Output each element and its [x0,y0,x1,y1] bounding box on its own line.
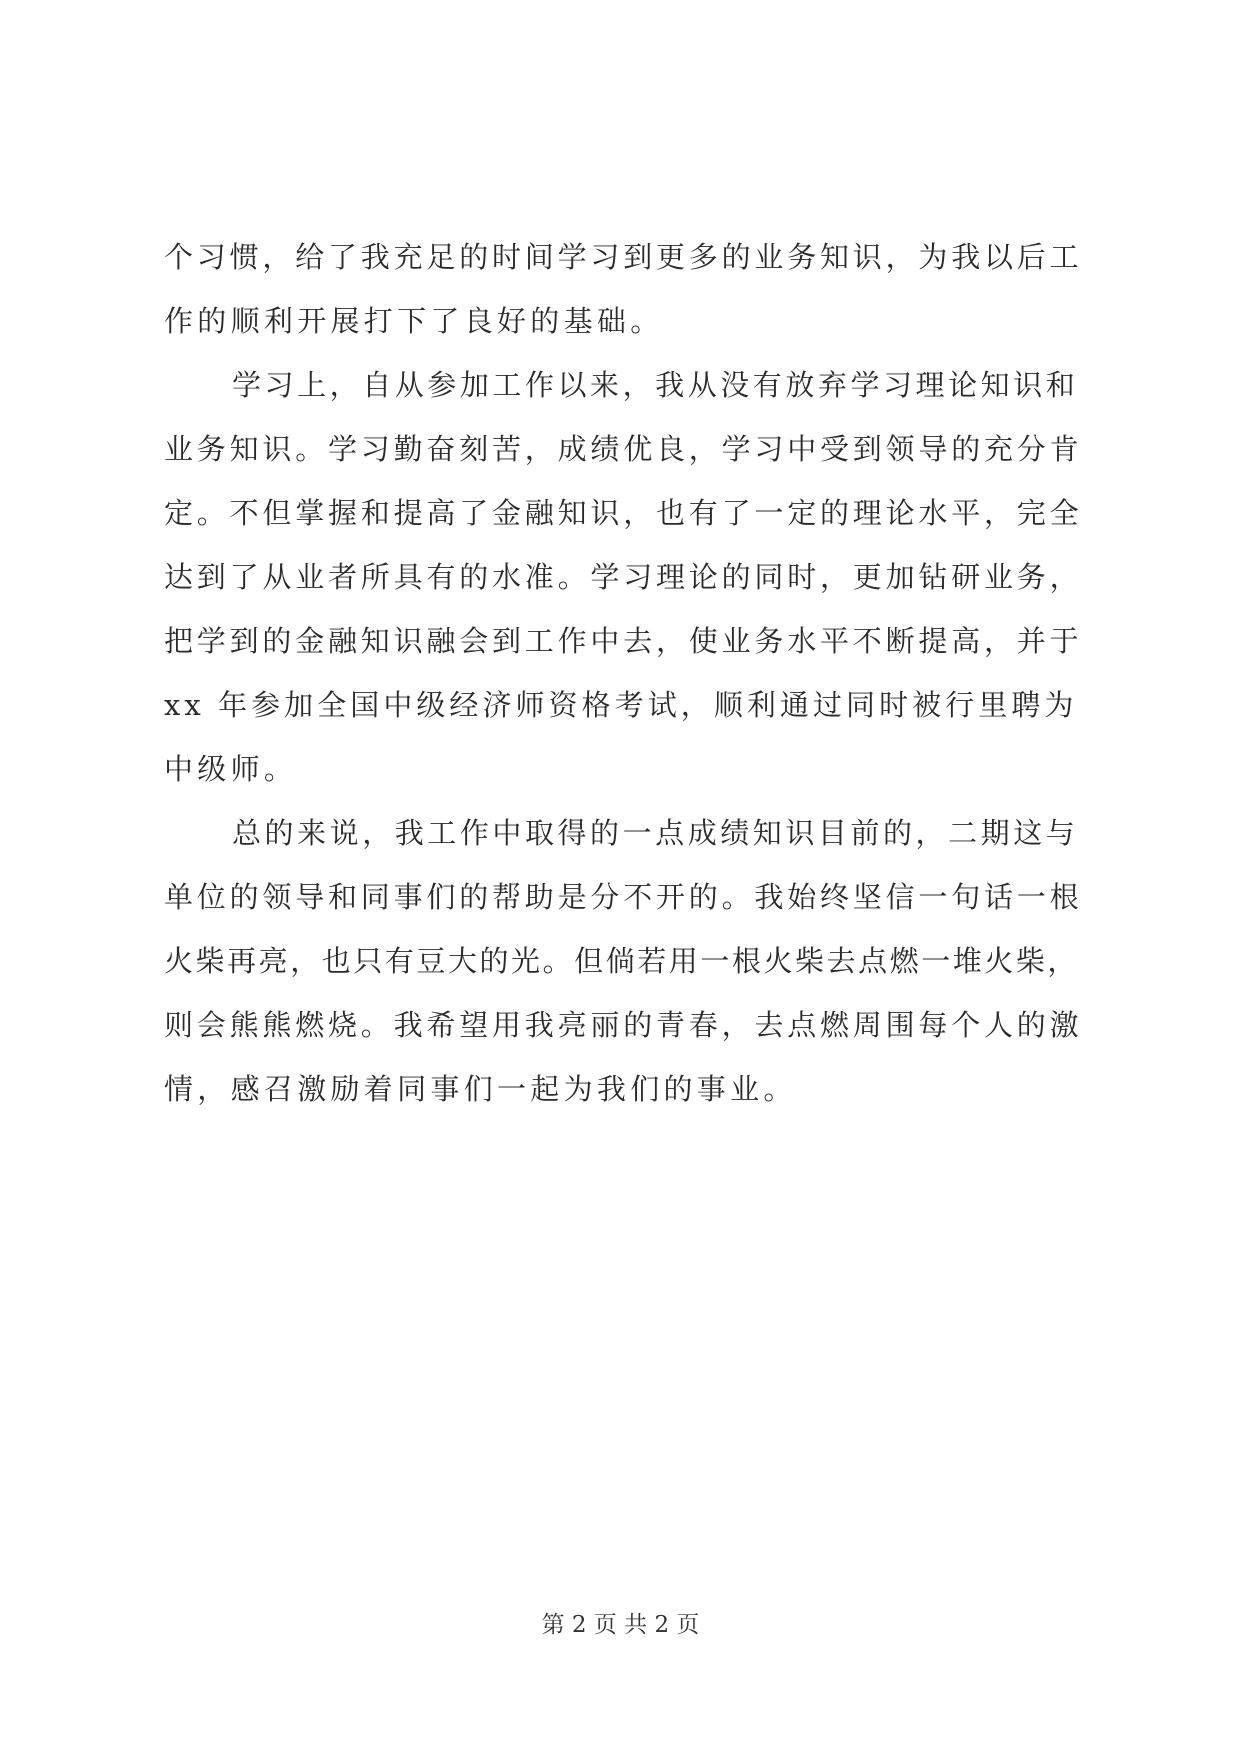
text-line: 个习惯，给了我充足的时间学习到更多的业务知识，为我以后工 [164,240,1083,274]
text-line: 则会熊熊燃烧。我希望用我亮丽的青春，去点燃周围每个人的激 [164,1008,1083,1042]
paragraph-start-line: 学习上，自从参加工作以来，我从没有放弃学习理论知识和 [232,368,1079,402]
text-line: 情，感召激励着同事们一起为我们的事业。 [164,1072,797,1106]
text-line: xx 年参加全国中级经济师资格考试，顺利通过同时被行里聘为 [164,688,1078,722]
paragraph-start-line: 总的来说，我工作中取得的一点成绩知识目前的，二期这与 [232,816,1079,850]
text-line: 单位的领导和同事们的帮助是分不开的。我始终坚信一句话一根 [164,880,1083,914]
text-line: 把学到的金融知识融会到工作中去，使业务水平不断提高，并于 [164,624,1083,658]
text-line: 作的顺利开展打下了良好的基础。 [164,304,664,338]
text-line: 火柴再亮，也只有豆大的光。但倘若用一根火柴去点燃一堆火柴， [164,944,1079,978]
text-line: 达到了从业者所具有的水准。学习理论的同时，更加钻研业务， [164,560,1083,594]
page-number-footer: 第 2 页 共 2 页 [541,1612,700,1638]
text-line: 定。不但掌握和提高了金融知识，也有了一定的理论水平，完全 [164,496,1083,530]
text-line: 中级师。 [164,752,298,786]
text-line: 业务知识。学习勤奋刻苦，成绩优良，学习中受到领导的充分肯 [164,432,1083,466]
